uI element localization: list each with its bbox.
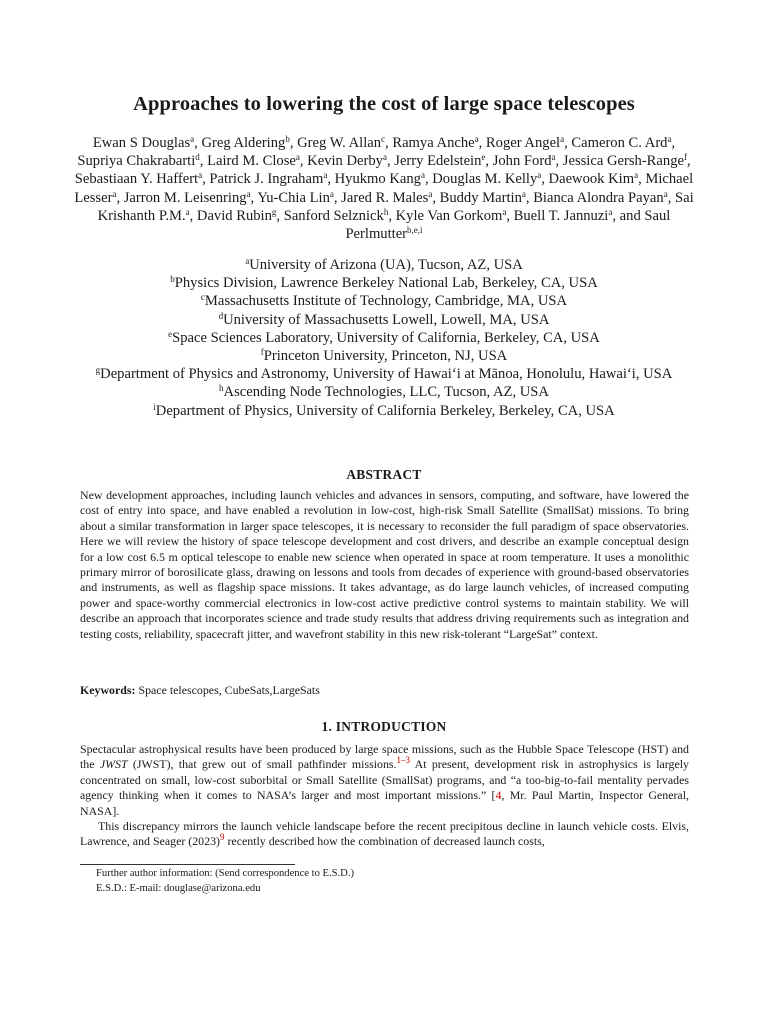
introduction-body [80,742,689,850]
author-affiliation-mark: a [663,188,668,199]
author-separator: , [671,135,676,151]
author-name: John Ford [492,153,552,170]
author-separator: , [189,207,197,224]
author-name: Hyukmo Kang [334,171,421,188]
affiliation [72,274,696,292]
author-separator: , [385,135,393,151]
author-affiliation-mark: a [667,134,672,144]
author-name: Yu-Chia Lin [257,189,330,206]
author-affiliation-mark: c [381,134,386,144]
affiliation-text: University of Massachusetts Lowell, Lowell, MA, USA [223,311,550,328]
author-affiliation-mark: a [502,206,507,217]
author-separator: , [506,207,514,224]
affiliation [72,347,696,365]
text-run: , Mr. Paul Martin, Inspector General, NASA]. [80,788,689,818]
affiliation-key: c [200,292,205,303]
author-name: Douglas M. Kelly [432,171,538,188]
author-separator: , [478,135,486,151]
paper-title: Approaches to lowering the cost of large space telescopes [133,93,635,115]
affiliation-key: h [219,383,224,394]
author-separator: , [525,189,534,206]
author-affiliation-mark: a [198,170,203,181]
author-affiliation-mark: a [428,188,433,199]
author-separator: , [299,153,308,170]
affiliation-key: i [153,401,156,412]
affiliation-text: Physics Division, Lawrence Berkeley National Lab, Berkeley, CA, USA [174,275,598,292]
author-separator: , [555,153,563,170]
author-affiliation-mark: a [295,152,300,163]
author-affiliation-mark: a [560,134,565,144]
author-separator: , [250,189,258,206]
keywords-text: Space telescopes, CubeSats,LargeSats [138,683,320,697]
author-name: David Rubin [196,207,272,224]
footnote: E.S.D.: E-mail: douglase@arizona.edu [96,883,261,894]
author-name: Kyle Van Gorkom [395,207,503,224]
citation-link[interactable]: 1–3 [396,755,411,766]
author-list [72,134,696,243]
author-separator: , [199,153,208,170]
author-name: Jarron M. Leisenring [123,189,247,206]
citation-link[interactable]: 9 [219,832,225,843]
affiliation-text: University of Arizona (UA), Tucson, AZ, USA [249,257,523,273]
footnote-divider [80,864,295,865]
affiliation-text: Department of Physics, University of California Berkeley, Berkeley, CA, USA [155,402,615,419]
author-name: Greg Aldering [201,135,286,151]
author-affiliation-mark: a [112,188,117,199]
author-name: Buddy Martin [439,189,522,206]
abstract-heading: ABSTRACT [346,467,422,482]
author-affiliation-mark: b [285,134,290,144]
keywords-label: Keywords: [80,683,136,697]
author-affiliation-mark: a [634,170,639,181]
affiliation-text: Massachusetts Institute of Technology, Cambridge, MA, USA [204,293,568,310]
text-run: This discrepancy mirrors the launch vehicle landscape before the recent precipitous decline in launch vehicle costs. Elvis, Lawrence, and Seager (2023) [80,819,689,849]
affiliation-key: e [168,328,173,339]
text-run: At present, development risk in astrophysics is largely concentrated on small, low-cost suborbital or Small Satellite (SmallSat) programs, and “a too-big-to-fail mentality pervades agency thinking when it comes to NASA’s larger and most important missions.” [ [80,757,689,803]
affiliation [72,402,696,420]
author-affiliation-mark: a [420,170,425,181]
author-affiliation-mark: a [190,134,195,144]
affiliation-text: Ascending Node Technologies, LLC, Tucson, AZ, USA [223,384,549,401]
paragraph [80,819,689,850]
author-name: Jessica Gersh-Range [562,153,684,170]
author-name: Buell T. Jannuzi [513,207,609,224]
author-name: Jerry Edelstein [394,153,482,170]
affiliation-key: b [170,274,175,285]
author-name: Daewook Kim [548,171,635,188]
affiliation [72,311,696,329]
italic-text: JWST [99,757,128,772]
author-separator: , [541,171,549,188]
author-separator: , [276,207,284,224]
author-name: Jared R. Males [341,189,429,206]
author-separator: , [424,171,433,188]
author-affiliation-mark: b,e,i [407,225,423,236]
author-affiliation-mark: a [551,152,556,163]
affiliation-text: Princeton University, Princeton, NJ, USA [263,348,508,365]
author-name: Patrick J. Ingraham [209,171,324,188]
affiliation [72,383,696,401]
author-name: Sebastiaan Y. Haffert [74,171,199,188]
author-affiliation-mark: a [246,188,251,199]
author-affiliation-mark: a [537,170,542,181]
author-name: Greg W. Allan [297,135,382,151]
author-separator: , [564,135,572,151]
author-separator: , [333,189,342,206]
affiliation [72,329,696,347]
affiliation [72,292,696,310]
author-separator: , [194,135,202,151]
author-affiliation-mark: d [195,152,200,163]
affiliation-list [72,256,696,420]
author-affiliation-mark: a [329,188,334,199]
text-run: (JWST), that grew out of small pathfinder missions. [127,757,397,772]
author-separator: , [386,153,395,170]
text-run: Spectacular astrophysical results have been produced by large space missions, such as the Hubble Space Telescope (HST) and the [80,742,689,772]
author-name: Supriya Chakrabarti [77,153,196,170]
author-name: Bianca Alondra Payan [533,189,664,206]
author-affiliation-mark: a [521,188,526,199]
author-affiliation-mark: a [185,206,190,217]
author-separator: , [327,171,335,188]
author-name: Ewan S Douglas [92,135,191,151]
footnotes [96,866,354,896]
author-affiliation-mark: a [323,170,328,181]
affiliation-key: g [95,365,101,376]
author-affiliation-mark: f [683,152,687,163]
affiliation-text: Space Sciences Laboratory, University of California, Berkeley, CA, USA [172,329,600,346]
author-separator: , [116,189,124,206]
citation-link[interactable]: 4 [495,788,502,803]
author-affiliation-mark: h [383,206,389,217]
author-separator: , [686,153,691,170]
paragraph [80,742,689,819]
author-separator: , [432,189,440,206]
author-name: Cameron C. Ard [571,135,668,151]
affiliation-text: Department of Physics and Astronomy, University of Hawai‘i at Mānoa, Honolulu, Hawai‘i, USA [100,366,673,383]
author-name: Saul Perlmutter [345,207,671,243]
author-name: Sanford Selznick [283,207,384,224]
author-separator: , [202,171,210,188]
author-name: Michael Lesser [74,171,694,206]
author-separator: , [485,153,493,170]
keywords [80,683,689,698]
affiliation-key: a [245,256,250,266]
author-separator: , [289,135,298,151]
author-name: Laird M. Close [207,153,296,170]
author-separator: , [667,189,675,206]
abstract-text: New development approaches, including launch vehicles and advances in sensors, computing, and software, have lowered the cost of entry into space, and have enabled a revolution in low-cost, high-risk Small Satellite (SmallSat) missions. To bring about a similar transformation in larger space telescopes, it is necessary to reconsider the full paradigm of space observatories. Here we will review the history of space telescope development and cost drivers, and describe an example conceptual design for a low cost 6.5 m optical telescope to enable new science when operated in space at room temperature. It uses a monolithic primary mirror of borosilicate glass, drawing on lessons and tools from decades of experience with ground-based observatories and instruments, as well as flagship space missions. It takes advantage, as do large launch vehicles, of increased computing power and space-worthy commercial electronics in low-cost active predictive control systems to maintain stability. We will describe an approach that incorporates science and trade study results that address driving requirements such as integration and testing costs, reliability, spacecraft jitter, and wavefront stability in this new risk-tolerant “LargeSat” context. [80,488,689,641]
text-run: recently described how the combination of decreased launch costs, [224,834,545,849]
author-name: Kevin Derby [307,153,383,170]
author-affiliation-mark: a [382,152,387,163]
author-name: Ramya Anche [392,135,475,151]
author-separator: , [388,207,396,224]
affiliation-key: d [218,310,224,321]
author-name: Sai Krishanth P.M. [97,189,694,224]
author-separator: , and [612,207,645,224]
affiliation-key: f [260,347,264,358]
author-affiliation-mark: g [271,206,277,217]
author-separator: , [638,171,646,188]
affiliation [72,365,696,383]
author-affiliation-mark: a [608,206,613,217]
affiliation [72,256,696,274]
author-affiliation-mark: a [474,134,479,144]
author-affiliation-mark: e [481,152,486,163]
author-name: Roger Angel [485,135,561,151]
section-heading-introduction: 1. INTRODUCTION [321,719,447,734]
footnote: Further author information: (Send correspondence to E.S.D.) [96,868,355,879]
